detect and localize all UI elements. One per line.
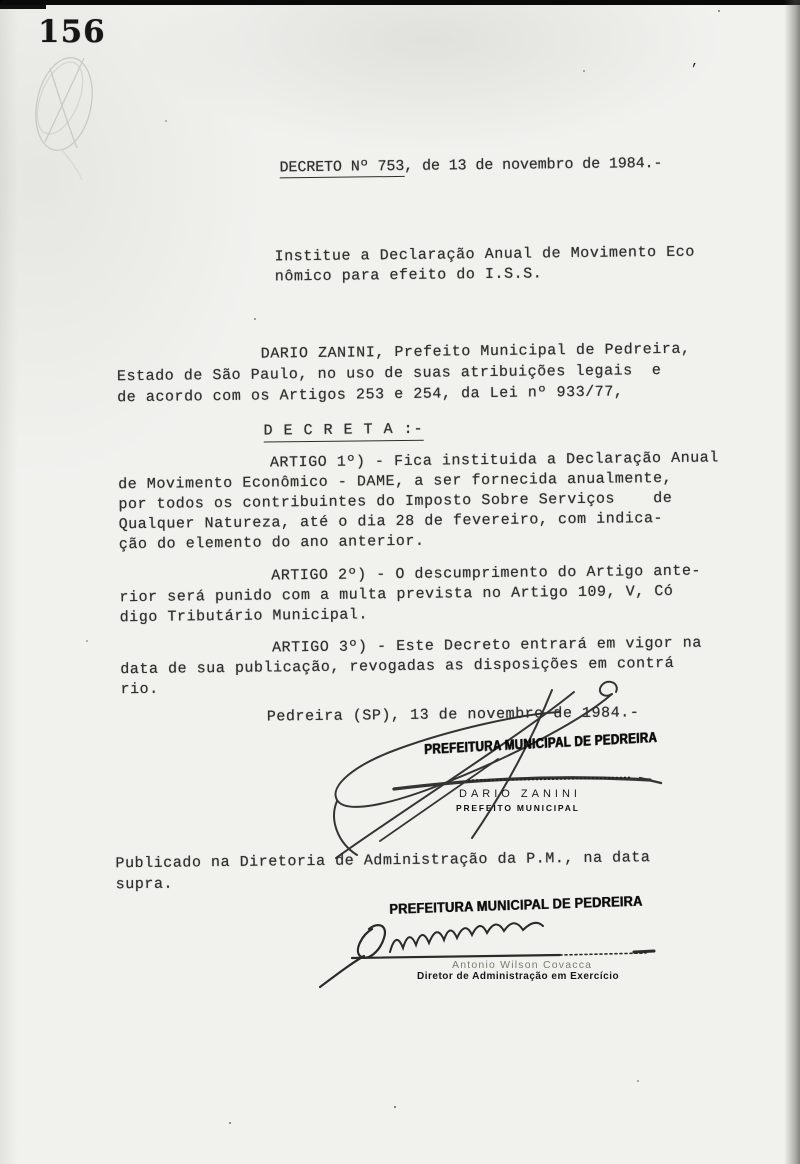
article-1-paragraph: [118, 448, 720, 555]
summary-line: nômico para efeito do I.S.S.: [274, 265, 543, 286]
article-line: de Movimento Econômico - DAME, a ser fornecida anualmente,: [118, 469, 673, 494]
stamp-org-director: PREFEITURA MUNICIPAL DE PEDREIRA: [389, 892, 643, 918]
preamble-line: de acordo com os Artigos 253 e 254, da Lei nº 933/77,: [117, 383, 624, 407]
stray-ink-mark: ’: [690, 62, 699, 78]
stamp-org-mayor: PREFEITURA MUNICIPAL DE PEDREIRA: [424, 729, 658, 758]
decree-number: DECRETO Nº 753: [279, 157, 405, 177]
article-line: por todos os contribuintes do Imposto Sobre Serviços de: [118, 489, 673, 514]
page-number: 156: [38, 14, 106, 50]
director-name: Antonio Wilson Covacca: [452, 959, 593, 971]
mayor-name: DARIO ZANINI: [459, 788, 581, 800]
preamble-paragraph: [117, 339, 692, 409]
summary-line: Institue a Declaração Anual de Movimento Eco: [274, 243, 695, 266]
article-line: digo Tributário Municipal.: [119, 606, 369, 627]
decreta-heading: D E C R E T A :-: [264, 421, 424, 443]
article-3-paragraph: [120, 634, 702, 701]
preamble-line: DARIO ZANINI, Prefeito Municipal de Pedreira,: [260, 340, 691, 363]
publication-line: supra.: [115, 875, 174, 894]
article-line: Qualquer Natureza, até o dia 28 de fevereiro, com indica-: [118, 510, 664, 534]
preamble-line: Estado de São Paulo, no uso de suas atribuições legais e: [116, 362, 662, 386]
place-date-line: Pedreira (SP), 13 de novembro de 1984.-: [266, 704, 640, 726]
article-line: ARTIGO 1º) - Fica instituida a Declaração Anual: [269, 449, 719, 472]
decree-title: [280, 155, 663, 176]
mayor-role: PREFEITO MUNICIPAL: [456, 803, 580, 813]
article-line: ARTIGO 2º) - O descumprimento do Artigo ante-: [271, 562, 702, 585]
decree-date: , de 13 de novembro de 1984.-: [404, 155, 663, 175]
article-line: ção do elemento do ano anterior.: [118, 532, 425, 554]
article-2-paragraph: [119, 562, 701, 629]
scan-noise-specks: [0, 0, 2, 2]
publication-note: [115, 847, 650, 895]
director-role: Diretor de Administração em Exercício: [417, 971, 620, 982]
article-line: rio.: [120, 680, 159, 699]
article-line: data de sua publicação, revogadas as disposições em contrá: [120, 654, 675, 679]
publication-line: Publicado na Diretoria de Administração da P.M., na data: [115, 849, 651, 873]
article-line: rior será punido com a multa prevista no Artigo 109, V, Có: [119, 582, 674, 607]
article-line: ARTIGO 3º) - Este Decreto entrará em vigor na: [271, 634, 702, 657]
decree-summary: [275, 243, 696, 288]
